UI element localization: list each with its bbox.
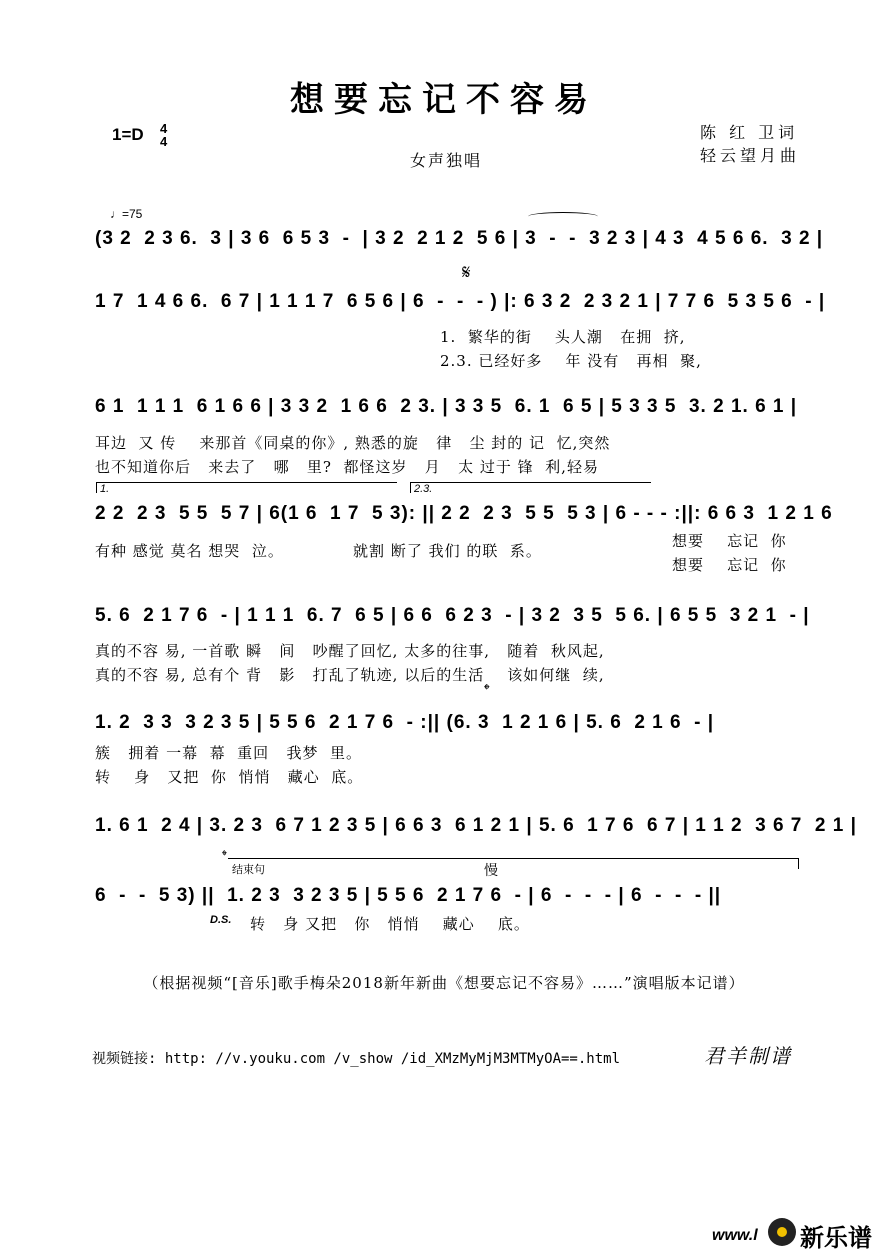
ending-bracket [228, 858, 799, 869]
score-line-7: 1. 6 1 2 4 | 3. 2 3 6 7 1 2 3 5 | 6 6 3 6 1 2 1 | 5. 6 1 7 6 6 7 | 1 1 2 3 6 7 2 1 | [95, 815, 857, 836]
lyric-line-8: 转 身 又把 你 悄悄 藏心 底。 [250, 915, 530, 933]
score-line-6: 1. 2 3 3 3 2 3 5 | 5 5 6 2 1 7 6 - :|| (6. 3 1 2 1 6 | 5. 6 2 1 6 - | [95, 712, 715, 733]
time-signature-bottom: 4 [160, 134, 168, 149]
score-line-4: 2 2 2 3 5 5 5 7 | 6(1 6 1 7 5 3): || 2 2 2 3 5 5 5 3 | 6 - - - :||: 6 6 3 1 2 1 6 [95, 503, 833, 524]
tempo-marking: ♩=75 [110, 207, 143, 221]
lyric-line-5-verse1: 真的不容 易, 一首歌 瞬 间 吵醒了回忆, 太多的往事, 随着 秋风起, [95, 642, 605, 660]
lyric-line-2-verse1: 1. 繁华的街 头人潮 在拥 挤, [440, 328, 686, 346]
score-line-8: 6 - - 5 3) || 1. 2 3 3 2 3 5 | 5 5 6 2 1 7 6 - | 6 - - - | 6 - - - || [95, 885, 722, 906]
coda-icon-ending: 𝄌 [222, 848, 227, 864]
transcription-note: （根据视频“[音乐]歌手梅朵2018新年新曲《想要忘记不容易》……”演唱版本记谱） [143, 974, 745, 992]
lyric-line-4-right-2: 想要 忘记 你 [672, 556, 787, 574]
ds-marking: D.S. [210, 914, 232, 926]
score-line-1: (3 2 2 3 6. 3 | 3 6 6 5 3 - | 3 2 2 1 2 5 6 | 3 - - 3 2 3 | 4 3 4 5 6 6. 3 2 | [95, 228, 824, 249]
volta-1-label: 1. [100, 483, 110, 495]
lyric-line-3-verse1: 耳边 又 传 来那首《同桌的你》, 熟悉的旋 律 尘 封的 记 忆,突然 [95, 434, 611, 452]
key-signature: 1=D [112, 125, 144, 144]
tie-arc [528, 212, 598, 221]
performance-note: 女声独唱 [410, 151, 483, 170]
score-line-2: 1 7 1 4 6 6. 6 7 | 1 1 1 7 6 5 6 | 6 - - - ) |: 6 3 2 2 3 2 1 | 7 7 6 5 3 5 6 - | [95, 291, 826, 312]
video-link: 视频链接: http: //v.youku.com /v_show /id_XMzMyMjM3MTMyOA==.html [92, 1051, 621, 1067]
volta-bracket-2 [410, 482, 651, 493]
lyric-line-6-verse1: 簇 拥着 一幕 幕 重回 我梦 里。 [95, 744, 362, 762]
composer-credit: 轻云望月曲 [700, 146, 801, 165]
time-signature [160, 122, 167, 148]
coda-icon: 𝄌 [484, 680, 490, 699]
lyric-line-4: 有种 感觉 莫名 想哭 泣。 就割 断了 我们 的联 系。 [95, 542, 542, 560]
slow-marking: 慢 [484, 863, 498, 879]
watermark-url: www.l [712, 1227, 758, 1244]
volta-bracket-1 [96, 482, 397, 493]
lyric-line-5-verse2: 真的不容 易, 总有个 背 影 打乱了轨迹, 以后的生活 该如何继 续, [95, 666, 605, 684]
score-line-3: 6 1 1 1 1 6 1 6 6 | 3 3 2 1 6 6 2 3. | 3 3 5 6. 1 6 5 | 5 3 3 5 3. 2 1. 6 1 | [95, 396, 798, 417]
segno-icon: 𝄋 [462, 260, 471, 284]
volta-2-label: 2.3. [414, 483, 433, 495]
watermark-name: 新乐谱 [800, 1224, 872, 1252]
page-title: 想要忘记不容易 [290, 80, 598, 120]
score-line-5: 5. 6 2 1 7 6 - | 1 1 1 6. 7 6 5 | 6 6 6 2 3 - | 3 2 3 5 5 6. | 6 5 5 3 2 1 - | [95, 605, 810, 626]
lyric-line-4-right-1: 想要 忘记 你 [672, 532, 787, 550]
lyric-line-3-verse2: 也不知道你后 来去了 哪 里? 都怪这岁 月 太 过于 锋 利,轻易 [95, 458, 599, 476]
ending-label: 结束句 [232, 864, 265, 876]
lyric-line-2-verse2: 2.3. 已经好多 年 没有 再相 聚, [440, 352, 702, 370]
transcriber-signature: 君羊制谱 [704, 1044, 792, 1068]
time-signature-top: 4 [160, 121, 168, 136]
lyricist-credit: 陈 红 卫词 [700, 123, 799, 142]
lyric-line-6-verse2: 转 身 又把 你 悄悄 藏心 底。 [95, 768, 364, 786]
watermark-logo-icon [768, 1218, 796, 1246]
